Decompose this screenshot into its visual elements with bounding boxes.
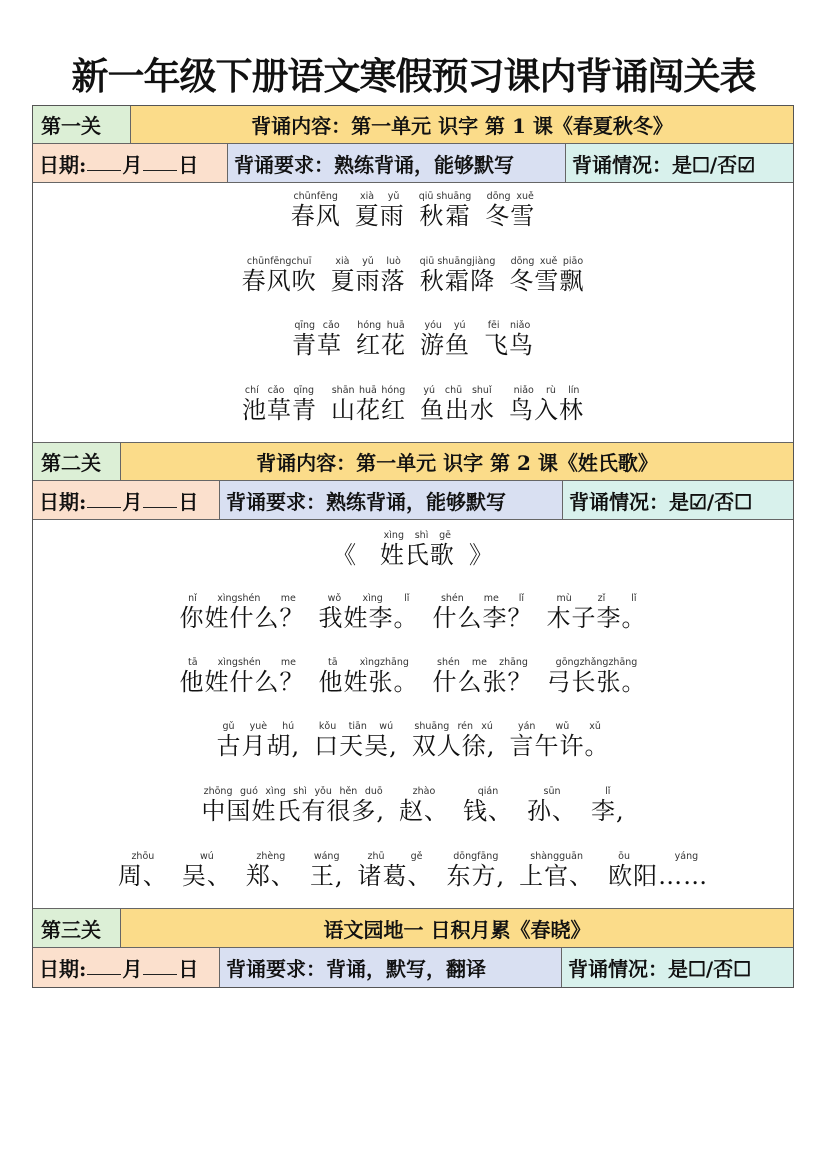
ruby-phrase: [547, 593, 647, 633]
phrase-text: 上官、: [519, 862, 595, 890]
pinyin-text: shén me zhāng: [432, 657, 533, 668]
pinyin-text: zhào: [399, 786, 449, 797]
ruby-phrase: [355, 191, 405, 231]
level-2-date[interactable]: [33, 481, 219, 519]
phrase-text: 《: [332, 541, 358, 569]
text-line: [33, 851, 793, 891]
pinyin-text: lǐ: [591, 786, 625, 797]
text-line: [33, 786, 793, 826]
phrase-text: 什么张？: [432, 668, 533, 696]
phrase-text: 周、: [117, 862, 168, 890]
ruby-phrase: [419, 191, 472, 231]
ruby-phrase: [180, 657, 305, 697]
ruby-phrase: [509, 256, 584, 296]
ruby-phrase: [319, 657, 419, 697]
pinyin-text: nǐ xìngshén me: [179, 593, 305, 604]
pinyin-text: hóng huā: [356, 320, 406, 331]
day-blank[interactable]: [143, 156, 177, 171]
ruby-phrase: [447, 851, 506, 891]
pinyin-text: xià yǔ luò: [330, 256, 406, 267]
pinyin-text: gōngzhǎngzhāng: [546, 657, 647, 668]
pinyin-text: dōng xuě: [485, 191, 536, 202]
ruby-phrase: [527, 786, 577, 826]
phrase-text: 池草青: [242, 396, 317, 424]
pinyin-text: chūnfēngchuī: [241, 256, 317, 267]
level-1-text: [33, 183, 793, 443]
date-label: 日期:: [39, 957, 87, 981]
pinyin-text: qiū shuāng: [418, 191, 472, 202]
phrase-text: 》: [468, 541, 494, 569]
level-1-info: [33, 144, 793, 183]
pinyin-text: tā xìngshén me: [179, 657, 305, 668]
pinyin-text: niǎo rù lín: [509, 385, 584, 396]
pinyin-text: yán wǔ xǔ: [509, 721, 610, 732]
phrase-text: 飞鸟: [484, 331, 534, 359]
phrase-text: 秋霜降: [419, 267, 496, 295]
level-1-requirement: 背诵要求：熟练背诵，能够默写: [227, 144, 565, 182]
ruby-phrase: [314, 721, 398, 761]
phrase-text: 古月胡,: [216, 732, 301, 760]
phrase-text: 中国姓氏有很多,: [201, 797, 385, 825]
pinyin-text: tā xìngzhāng: [318, 657, 419, 668]
level-1-label: 第一关: [33, 106, 130, 143]
phrase-text: 弓长张。: [546, 668, 647, 696]
ruby-phrase: [380, 530, 455, 570]
text-line: [33, 593, 793, 633]
ruby-phrase: [217, 721, 301, 761]
level-2-label: 第二关: [33, 443, 120, 480]
page-title: 新一年级下册语文寒假预习课内背诵闯关表: [71, 55, 756, 98]
level-2-text: [33, 520, 793, 909]
phrase-text: 山花红: [331, 396, 406, 424]
month-blank[interactable]: [87, 493, 121, 508]
level-1-content: 背诵内容：第一单元 识字 第 1 课《春夏秋冬》: [130, 106, 793, 143]
level-3-requirement: 背诵要求：背诵，默写，翻译: [219, 948, 561, 987]
ruby-phrase: [433, 657, 533, 697]
ruby-phrase: [332, 530, 366, 570]
ruby-phrase: [547, 657, 647, 697]
ruby-phrase: [118, 851, 168, 891]
phrase-text: 我姓李。: [318, 604, 419, 632]
phrase-text: 夏雨落: [330, 267, 406, 295]
level-3-label: 第三关: [33, 909, 120, 947]
month-label: 月: [122, 152, 143, 177]
ruby-phrase: [182, 851, 232, 891]
text-line: [33, 191, 793, 231]
ruby-phrase: [420, 256, 496, 296]
pinyin-text: shuāng rén xú: [411, 721, 496, 732]
pinyin-text: ōu yáng: [608, 851, 709, 862]
phrase-text: 木子李。: [546, 604, 647, 632]
phrase-text: 红花: [356, 331, 406, 359]
text-line: [33, 657, 793, 697]
day-label: 日: [178, 152, 199, 177]
text-line: [33, 721, 793, 761]
level-1-header: [33, 106, 793, 144]
phrase-text: 言午许。: [509, 732, 610, 760]
day-blank[interactable]: [143, 960, 177, 975]
pinyin-text: yú chū shuǐ: [420, 385, 495, 396]
phrase-text: 什么李？: [432, 604, 533, 632]
phrase-text: 青草: [292, 331, 342, 359]
ruby-phrase: [433, 593, 533, 633]
day-label: 日: [178, 489, 199, 514]
phrase-text: 欧阳……: [608, 862, 709, 890]
pinyin-text: fēi niǎo: [484, 320, 534, 331]
pinyin-text: zhū gě: [357, 851, 433, 862]
pinyin-text: xià yǔ: [354, 191, 405, 202]
text-line: [33, 320, 793, 360]
phrase-text: 姓氏歌: [379, 541, 455, 569]
level-3-info: [33, 948, 793, 987]
pinyin-text: zhèng: [245, 851, 296, 862]
ruby-phrase: [509, 385, 584, 425]
pinyin-text: kǒu tiān wú: [314, 721, 398, 732]
pinyin-text: chūnfēng: [290, 191, 341, 202]
pinyin-text: qiū shuāngjiàng: [419, 256, 496, 267]
date-label: 日期:: [39, 152, 87, 177]
pinyin-text: shén me lǐ: [432, 593, 533, 604]
ruby-phrase: [291, 191, 341, 231]
text-line: [33, 530, 793, 570]
pinyin-text: shān huā hóng: [331, 385, 406, 396]
ruby-phrase: [485, 191, 535, 231]
ruby-phrase: [242, 256, 317, 296]
level-3-header: [33, 909, 793, 948]
phrase-text: 口天吴,: [314, 732, 398, 760]
ruby-phrase: [331, 256, 406, 296]
ruby-phrase: [356, 320, 406, 360]
phrase-text: 吴、: [181, 862, 232, 890]
ruby-phrase: [292, 320, 342, 360]
phrase-text: 他姓什么？: [179, 668, 305, 696]
pinyin-text: wú: [181, 851, 232, 862]
phrase-text: 钱、: [463, 797, 513, 825]
ruby-phrase: [246, 851, 296, 891]
ruby-phrase: [484, 320, 534, 360]
level-2-status[interactable]: 背诵情况：是☑/否☐: [562, 481, 793, 519]
pinyin-text: qīng cǎo: [292, 320, 342, 331]
level-3-date[interactable]: [33, 948, 219, 987]
ruby-phrase: [201, 786, 385, 826]
ruby-phrase: [319, 593, 419, 633]
pinyin-text: [469, 530, 494, 541]
level-1-date[interactable]: [33, 144, 227, 182]
pinyin-text: qián: [463, 786, 513, 797]
phrase-text: 冬雪飘: [509, 267, 585, 295]
phrase-text: 秋霜: [418, 202, 472, 230]
pinyin-text: mù zǐ lǐ: [546, 593, 647, 604]
pinyin-text: wáng: [309, 851, 344, 862]
pinyin-text: dōngfāng: [446, 851, 506, 862]
ruby-phrase: [242, 385, 317, 425]
pinyin-text: chí cǎo qīng: [242, 385, 317, 396]
ruby-phrase: [310, 851, 344, 891]
pinyin-text: [332, 530, 357, 541]
phrase-text: 鸟入林: [509, 396, 584, 424]
text-line: [33, 385, 793, 425]
pinyin-text: zhōu: [117, 851, 168, 862]
ruby-phrase: [591, 786, 625, 826]
phrase-text: 赵、: [399, 797, 449, 825]
phrase-text: 孙、: [527, 797, 577, 825]
phrase-text: 东方,: [446, 862, 506, 890]
ruby-phrase: [412, 721, 496, 761]
phrase-text: 鱼出水: [420, 396, 495, 424]
day-label: 日: [178, 957, 199, 981]
ruby-phrase: [180, 593, 305, 633]
ruby-phrase: [358, 851, 433, 891]
phrase-text: 春风: [290, 202, 341, 230]
text-line: [33, 256, 793, 296]
level-3-content: 语文园地一 日积月累《春晓》: [120, 909, 793, 947]
phrase-text: 夏雨: [354, 202, 405, 230]
phrase-text: 双人徐,: [411, 732, 496, 760]
phrase-text: 你姓什么？: [179, 604, 305, 632]
pinyin-text: sūn: [527, 786, 577, 797]
pinyin-text: gǔ yuè hú: [216, 721, 301, 732]
ruby-phrase: [469, 530, 494, 570]
phrase-text: 王,: [309, 862, 344, 890]
level-2-header: [33, 443, 793, 481]
ruby-phrase: [509, 721, 609, 761]
ruby-phrase: [331, 385, 406, 425]
phrase-text: 冬雪: [485, 202, 536, 230]
ruby-phrase: [420, 385, 495, 425]
month-blank[interactable]: [87, 156, 121, 171]
level-2-requirement: 背诵要求：熟练背诵，能够默写: [219, 481, 562, 519]
pinyin-text: wǒ xìng lǐ: [318, 593, 419, 604]
phrase-text: 春风吹: [241, 267, 317, 295]
pinyin-text: dōng xuě piāo: [509, 256, 585, 267]
level-3-status[interactable]: 背诵情况：是☐/否☐: [561, 948, 793, 987]
pinyin-text: zhōng guó xìng shì yǒu hěn duō: [201, 786, 385, 797]
phrase-text: 游鱼: [420, 331, 470, 359]
ruby-phrase: [420, 320, 470, 360]
day-blank[interactable]: [143, 493, 177, 508]
pinyin-text: yóu yú: [420, 320, 470, 331]
ruby-phrase: [608, 851, 708, 891]
month-blank[interactable]: [87, 960, 121, 975]
ruby-phrase: [399, 786, 449, 826]
ruby-phrase: [519, 851, 594, 891]
level-1-status[interactable]: 背诵情况：是☐/否☑: [565, 144, 793, 182]
phrase-text: 李,: [591, 797, 625, 825]
phrase-text: 郑、: [245, 862, 296, 890]
date-label: 日期:: [39, 489, 87, 514]
pinyin-text: shàngguān: [519, 851, 595, 862]
phrase-text: 他姓张。: [318, 668, 419, 696]
level-2-content: 背诵内容：第一单元 识字 第 2 课《姓氏歌》: [120, 443, 793, 480]
phrase-text: 诸葛、: [357, 862, 433, 890]
recitation-table: [32, 105, 794, 988]
month-label: 月: [122, 957, 143, 981]
month-label: 月: [122, 489, 143, 514]
level-2-info: [33, 481, 793, 520]
ruby-phrase: [463, 786, 513, 826]
pinyin-text: xìng shì gē: [379, 530, 455, 541]
